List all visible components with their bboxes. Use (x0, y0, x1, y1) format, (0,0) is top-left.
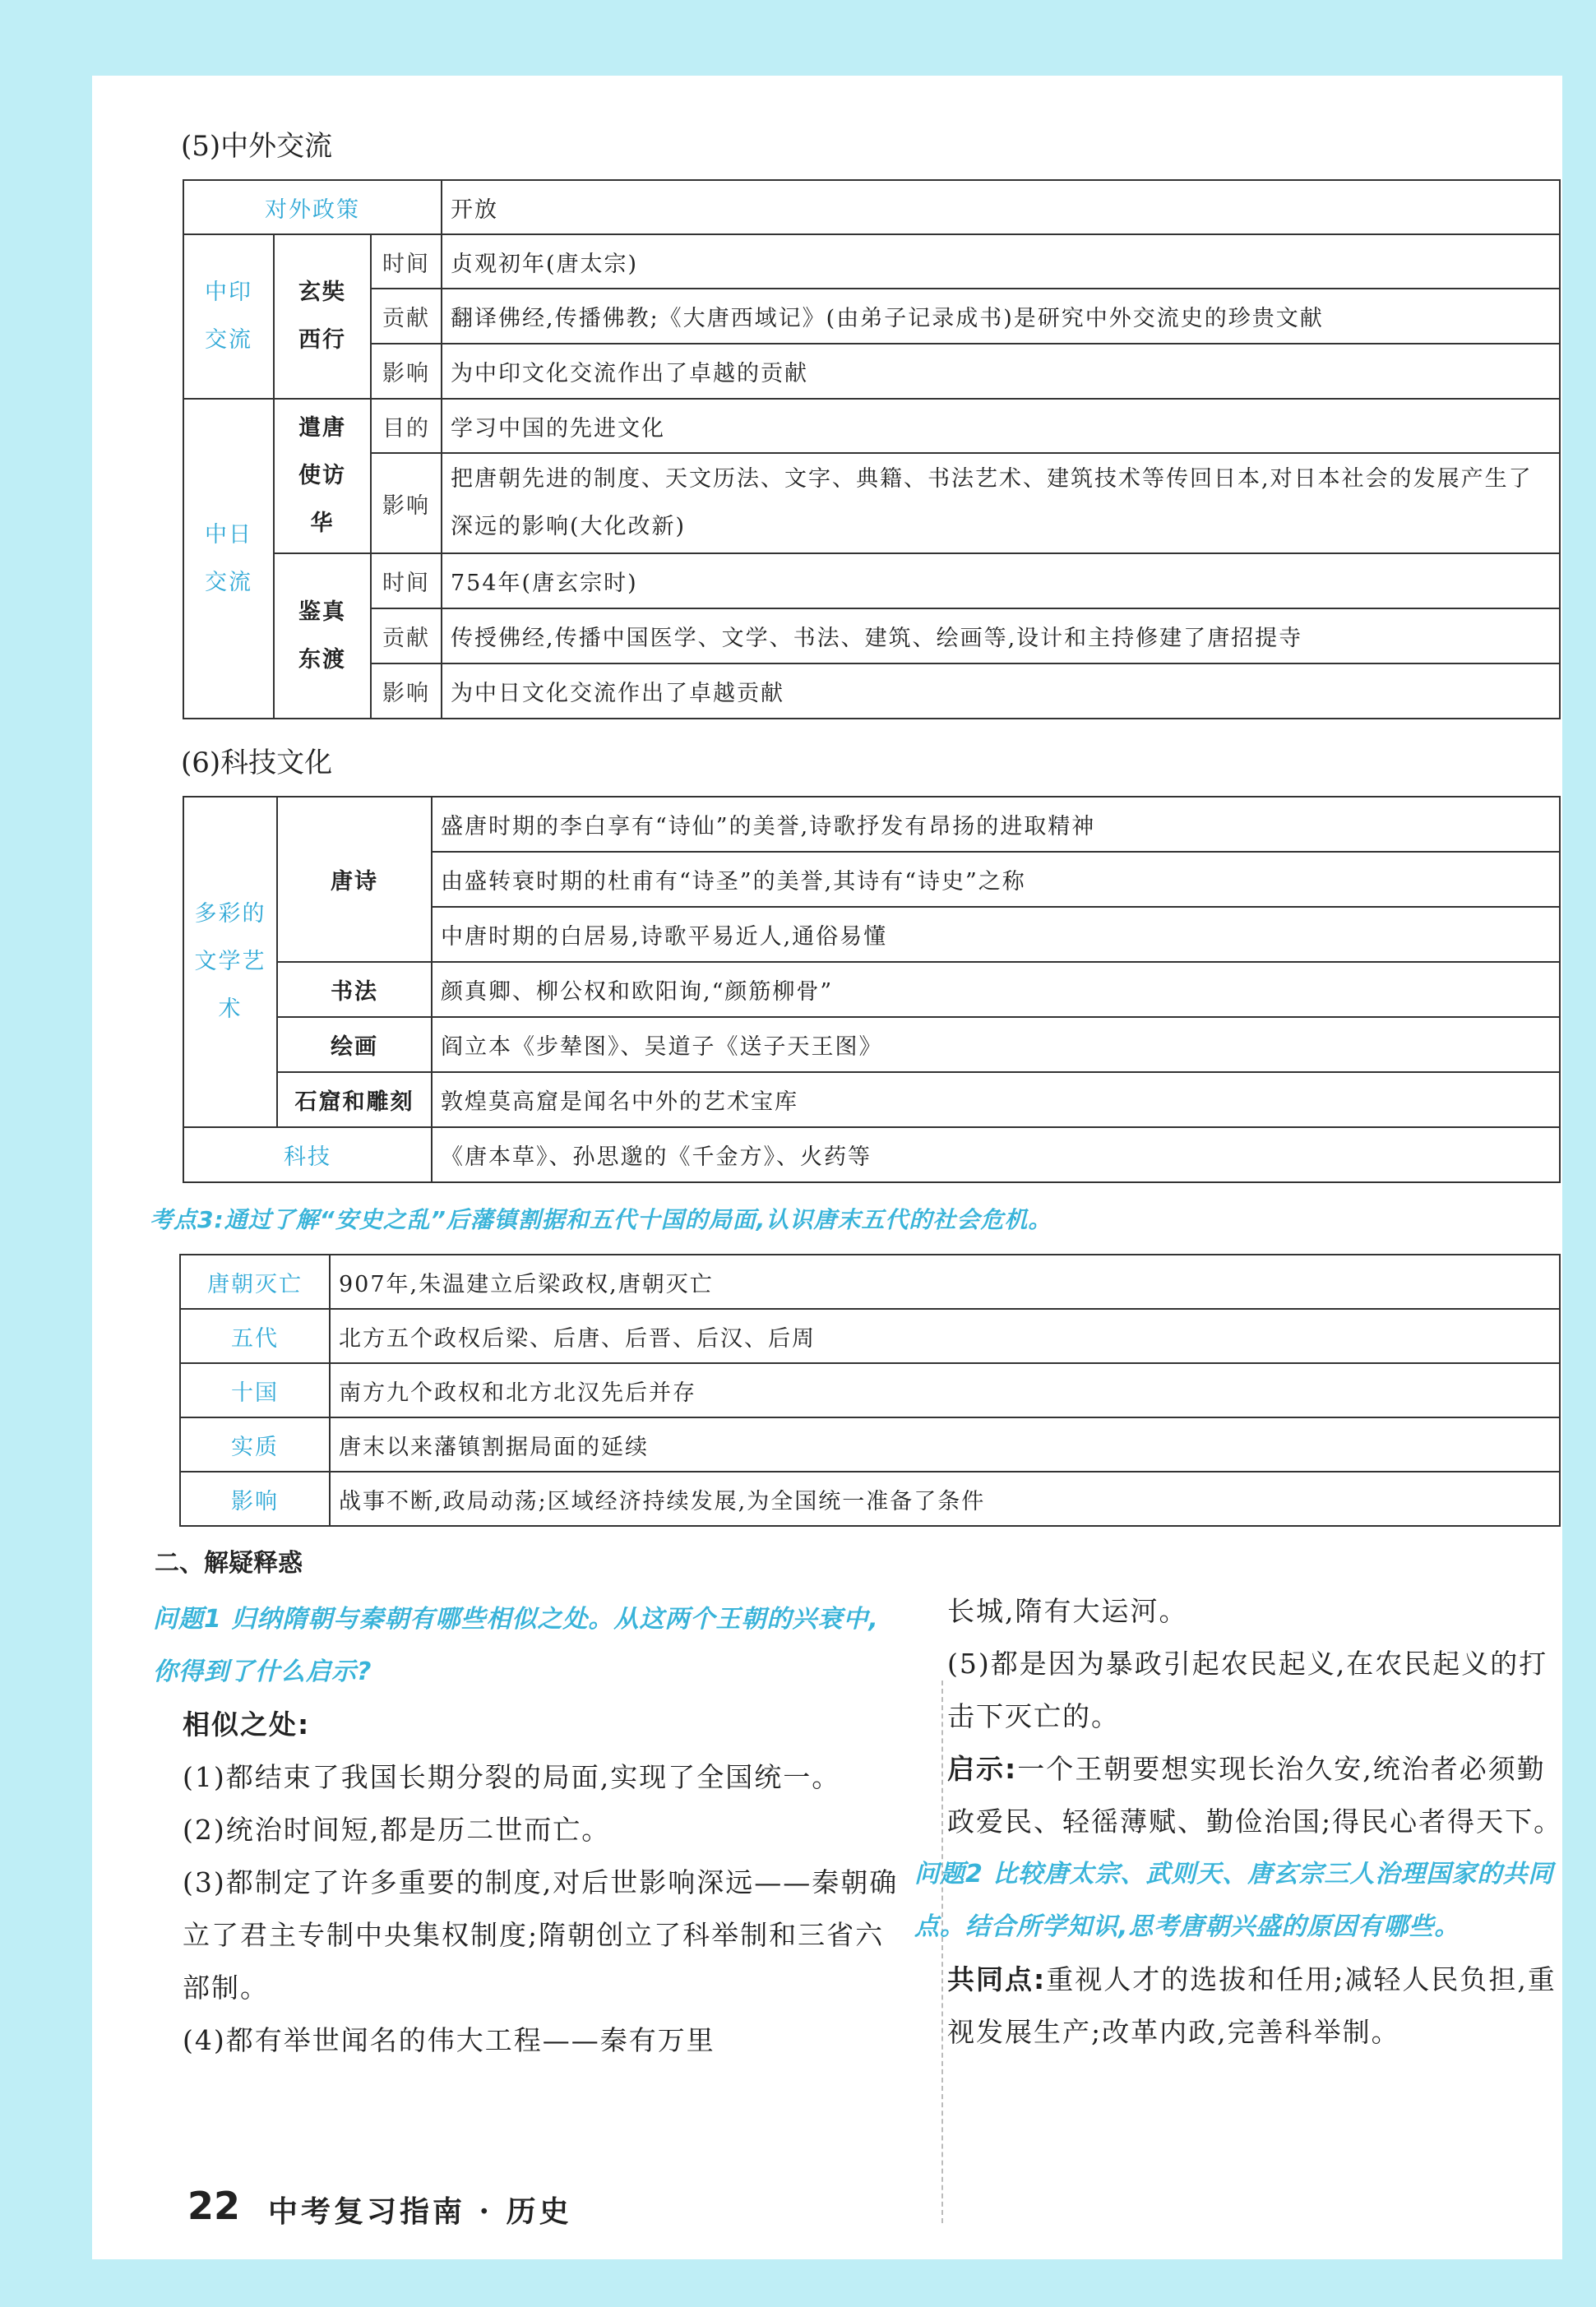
cell: 开放 (442, 180, 1560, 234)
row-label: 十国 (180, 1363, 330, 1417)
row-label: 中日交流 (183, 399, 274, 719)
table-row (183, 962, 1560, 1017)
cell: 贞观初年(唐太宗) (442, 234, 1560, 289)
right-column (914, 1585, 1564, 2059)
insight-label: 启示: (947, 1753, 1018, 1785)
cell: 为中日文化交流作出了卓越贡献 (442, 663, 1560, 719)
cell: 阎立本《步辇图》、吴道子《送子天王图》 (432, 1017, 1560, 1072)
cell: 中唐时期的白居易,诗歌平易近人,通俗易懂 (432, 907, 1560, 962)
row-label: 五代 (180, 1309, 330, 1363)
footer-title: 中考复习指南 · 历史 (268, 2194, 572, 2229)
table-row (183, 663, 1560, 719)
row-label: 多彩的文学艺术 (183, 797, 277, 1127)
row-label: 科技 (183, 1127, 432, 1182)
sub-label: 时间 (371, 553, 442, 608)
sub-label: 时间 (371, 234, 442, 289)
sub-label: 影响 (371, 453, 442, 553)
table-five-dynasties (179, 1254, 1561, 1527)
row-label: 影响 (180, 1472, 330, 1526)
cell: 907年,朱温建立后梁政权,唐朝灭亡 (330, 1255, 1560, 1309)
sub-label: 贡献 (371, 608, 442, 663)
question-1: 问题1 归纳隋朝与秦朝有哪些相似之处。从这两个王朝的兴衰中,你得到了什么启示? (153, 1605, 879, 1686)
cell: 战事不断,政局动荡;区域经济持续发展,为全国统一准备了条件 (330, 1472, 1560, 1526)
paragraph: (3)都制定了许多重要的制度,对后世影响深远——秦朝确立了君主专制中央集权制度;隋朝创立了科举制和三省六部制。 (183, 1866, 899, 2004)
paragraph: (5)都是因为暴政引起农民起义,在农民起义的打击下灭亡的。 (947, 1648, 1548, 1732)
page-number: 22 (187, 2184, 241, 2228)
table-row (180, 1472, 1560, 1526)
table-row (183, 1127, 1560, 1182)
sub-label: 影响 (371, 344, 442, 399)
common-label: 共同点: (947, 1963, 1047, 1995)
table-row (183, 399, 1560, 453)
cell: 唐末以来藩镇割据局面的延续 (330, 1417, 1560, 1472)
cell: 学习中国的先进文化 (442, 399, 1560, 453)
cell: 盛唐时期的李白享有“诗仙”的美誉,诗歌抒发有昂扬的进取精神 (432, 797, 1560, 852)
page-border-top (0, 0, 1596, 76)
sub-label: 鉴真东渡 (274, 553, 371, 719)
table-row (183, 453, 1560, 553)
common-text: 重视人才的选拔和任用;减轻人民负担,重视发展生产;改革内政,完善科举制。 (947, 1963, 1557, 2048)
section-title-6: (6)科技文化 (181, 747, 333, 779)
row-label: 实质 (180, 1417, 330, 1472)
row-label: 对外政策 (183, 180, 442, 234)
table-row (183, 180, 1560, 234)
sub-label: 玄奘西行 (274, 234, 371, 399)
table-row (183, 289, 1560, 344)
cell: 北方五个政权后梁、后唐、后晋、后汉、后周 (330, 1309, 1560, 1363)
section-title-jiyi: 二、解疑释惑 (155, 1549, 303, 1578)
table-row (183, 344, 1560, 399)
page-border-left (0, 0, 92, 2307)
sub-label: 目的 (371, 399, 442, 453)
row-label: 唐朝灭亡 (180, 1255, 330, 1309)
table-row (180, 1309, 1560, 1363)
table-row (180, 1255, 1560, 1309)
cell: 把唐朝先进的制度、天文历法、文字、典籍、书法艺术、建筑技术等传回日本,对日本社会的发展产生了深远的影响(大化改新) (442, 453, 1560, 553)
sub-label: 书法 (277, 962, 432, 1017)
paragraph: 长城,隋有大运河。 (947, 1595, 1188, 1627)
cell: 南方九个政权和北方北汉先后并存 (330, 1363, 1560, 1417)
sub-label: 石窟和雕刻 (277, 1072, 432, 1127)
table-row (183, 234, 1560, 289)
table-row (183, 1017, 1560, 1072)
paragraph: (1)都结束了我国长期分裂的局面,实现了全国统一。 (183, 1761, 841, 1793)
cell: 由盛转衰时期的杜甫有“诗圣”的美誉,其诗有“诗史”之称 (432, 852, 1560, 907)
insight-paragraph (914, 1743, 1564, 1848)
sub-label: 唐诗 (277, 797, 432, 962)
table-foreign-exchange (183, 179, 1561, 719)
left-column (153, 1593, 903, 2067)
insight-text: 一个王朝要想实现长治久安,统治者必须勤政爱民、轻徭薄赋、勤俭治国;得民心者得天下。 (947, 1753, 1563, 1838)
section-title-5: (5)中外交流 (181, 130, 333, 163)
table-row (180, 1363, 1560, 1417)
table-row (180, 1417, 1560, 1472)
cell: 敦煌莫高窟是闻名中外的艺术宝库 (432, 1072, 1560, 1127)
cell: 为中印文化交流作出了卓越的贡献 (442, 344, 1560, 399)
table-row (183, 553, 1560, 608)
table-row (183, 1072, 1560, 1127)
page (92, 76, 1562, 2259)
sub-label: 影响 (371, 663, 442, 719)
paragraph: (4)都有举世闻名的伟大工程——秦有万里 (183, 2024, 715, 2056)
row-label: 中印交流 (183, 234, 274, 399)
cell: 翻译佛经,传播佛教;《大唐西域记》(由弟子记录成书)是研究中外交流史的珍贵文献 (442, 289, 1560, 344)
cell: 754年(唐玄宗时) (442, 553, 1560, 608)
similar-label: 相似之处: (183, 1708, 311, 1741)
question-2: 问题2 比较唐太宗、武则天、唐玄宗三人治理国家的共同点。结合所学知识,思考唐朝兴盛的原因有哪些。 (914, 1860, 1554, 1941)
sub-label: 遣唐使访华 (274, 399, 371, 553)
paragraph: (2)统治时间短,都是历二世而亡。 (183, 1814, 611, 1846)
cell: 《唐本草》、孙思邈的《千金方》、火药等 (432, 1127, 1560, 1182)
page-border-right (1562, 0, 1596, 2307)
page-border-bottom (0, 2259, 1596, 2307)
common-paragraph (914, 1953, 1564, 2059)
table-row (183, 797, 1560, 852)
table-culture (183, 796, 1561, 1183)
table-row (183, 608, 1560, 663)
sub-label: 贡献 (371, 289, 442, 344)
cell: 传授佛经,传播中国医学、文学、书法、建筑、绘画等,设计和主持修建了唐招提寺 (442, 608, 1560, 663)
kaodian-3: 考点3:通过了解“安史之乱”后藩镇割据和五代十国的局面,认识唐末五代的社会危机。 (150, 1206, 1052, 1233)
sub-label: 绘画 (277, 1017, 432, 1072)
cell: 颜真卿、柳公权和欧阳询,“颜筋柳骨” (432, 962, 1560, 1017)
